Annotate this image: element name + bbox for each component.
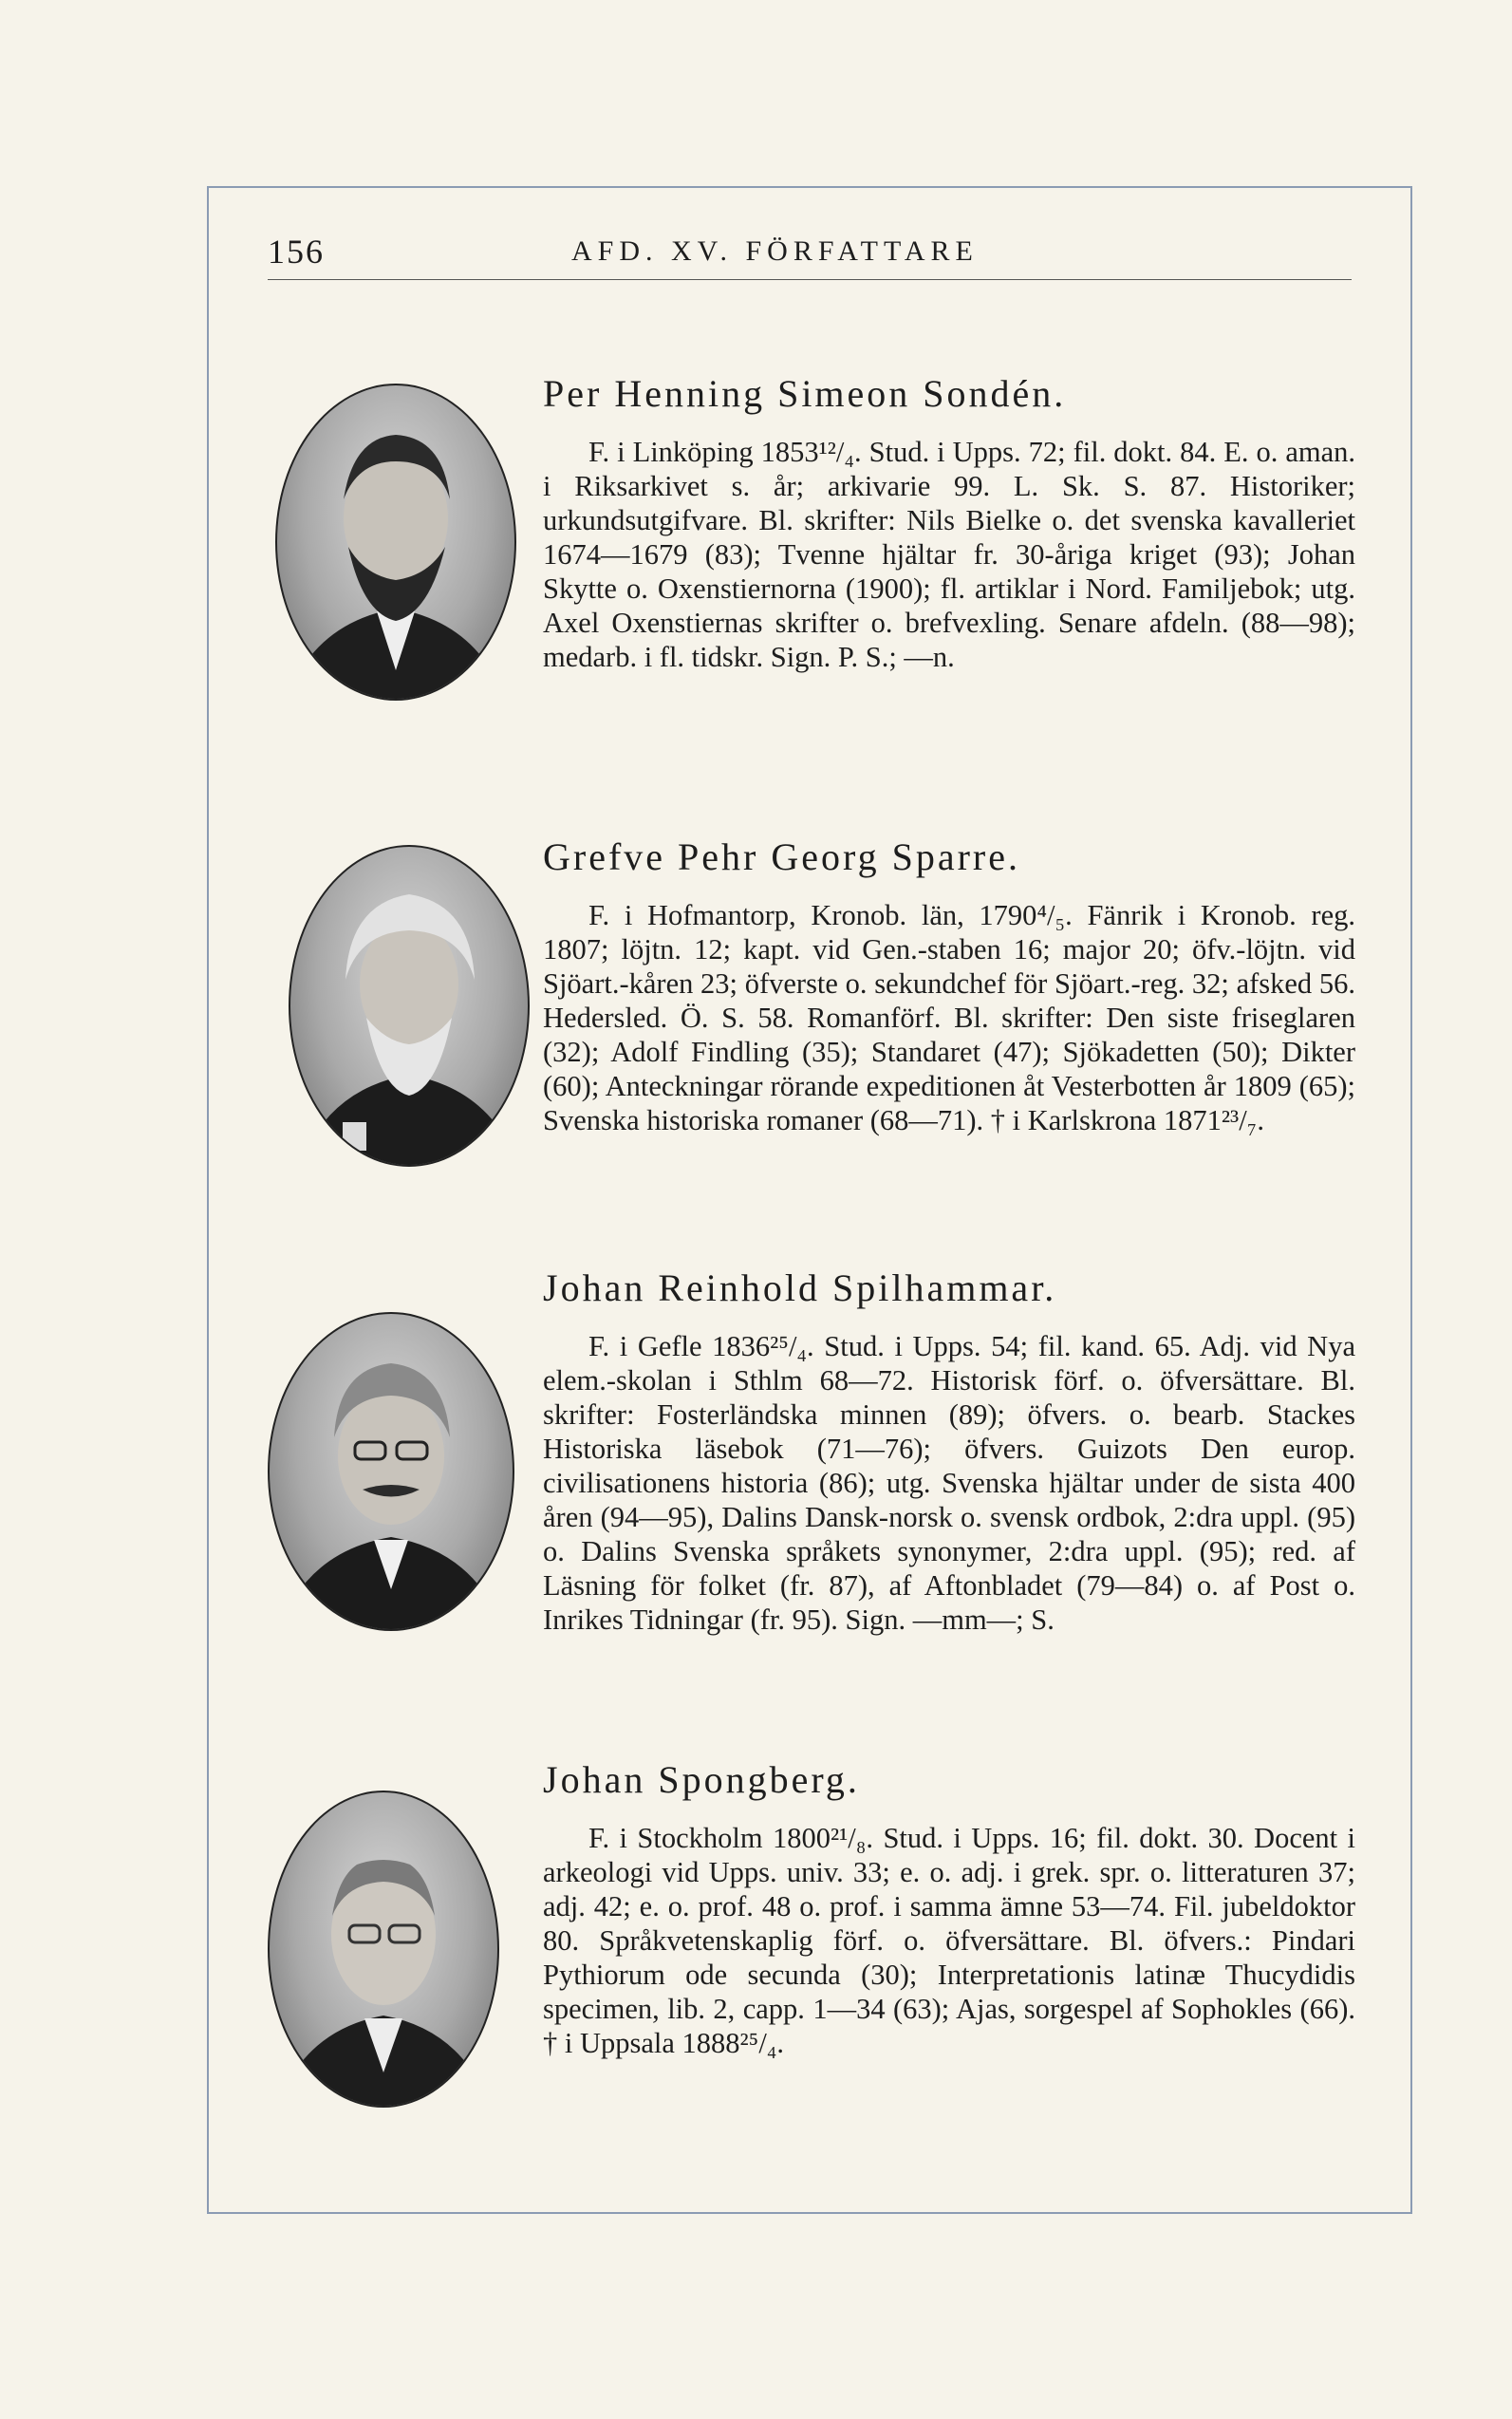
running-title: AFD. XV. FÖRFATTARE <box>571 235 979 267</box>
author-name: Per Henning Simeon Sondén. <box>543 372 1067 415</box>
portrait-photo <box>268 1312 514 1631</box>
entry-text <box>543 834 1355 1137</box>
author-biography: F. i Gefle 1836²⁵/₄. Stud. i Upps. 54; fil. kand. 65. Adj. vid Nya elem.-skolan i Sthlm 68—72. Historisk förf. o. öfversättare. Bl. skrifter: Fosterländska minnen (89); öfvers. o. bearb. Stackes Historiska läsebok (71—76); öfvers. Guizots Den europ. civilisationens historia (86); utg. Svenska hjältar under de sista 400 åren (94—95), Dalins Dansk-norsk o. svensk ordbok, 2:dra uppl. (95) o. Dalins Svenska språkets synonymer, 2:dra uppl. (95); red. af Läsning för folket (fr. 87), af Aftonbladet (79—84) o. af Post o. Inrikes Tidningar (fr. 95). Sign. —mm—; S. <box>543 1330 1355 1636</box>
entry-text <box>543 370 1355 674</box>
entry-text <box>543 1756 1355 2060</box>
author-biography: F. i Stockholm 1800²¹/₈. Stud. i Upps. 16; fil. dokt. 30. Docent i arkeologi vid Upps. univ. 33; e. o. adj. i grek. spr. o. litteraturen 37; adj. 42; e. o. prof. 48 o. prof. i samma ämne 53—74. Fil. jubeldoktor 80. Språkvetenskaplig förf. o. öfversättare. Bl. öfvers.: Pindari Pythiorum ode secunda (30); Interpretationis latinæ Thucydidis specimen, lib. 2, capp. 1—34 (63); Ajas, sorgespel af Sophokles (66). † i Uppsala 1888²⁵/₄. <box>543 1822 1355 2059</box>
author-entry <box>268 834 1355 1213</box>
author-entry <box>268 370 1355 731</box>
author-name: Johan Spongberg. <box>543 1758 860 1801</box>
author-biography: F. i Hofmantorp, Kronob. län, 1790⁴/₅. Fänrik i Kronob. reg. 1807; löjtn. 12; kapt. vid Gen.-staben 16; major 20; öfv.-löjtn. vid Sjöart.-kåren 23; öfverste o. sekundchef för Sjöart.-reg. 32; afsked 56. Hedersled. Ö. S. 58. Romanförf. Bl. skrifter: Den siste friseglaren (32); Adolf Findling (35); Standaret (47); Sjökadetten (50); Dikter (60); Anteckningar rörande expeditionen åt Vesterbotten år 1809 (65); Svenska historiska romaner (68—71). † i Karlskrona 1871²³/₇. <box>543 899 1355 1136</box>
portrait-photo <box>275 384 516 701</box>
author-name: Grefve Pehr Georg Sparre. <box>543 835 1020 878</box>
portrait-photo <box>289 845 530 1167</box>
author-entry <box>268 1265 1355 1720</box>
page-number: 156 <box>268 233 325 271</box>
author-entry <box>268 1756 1355 2155</box>
author-biography: F. i Linköping 1853¹²/₄. Stud. i Upps. 72; fil. dokt. 84. E. o. aman. i Riksarkivet s. år; arkivarie 99. L. Sk. S. 87. Historiker; urkundsutgifvare. Bl. skrifter: Nils Bielke o. det svenska kavalleriet 1674—1679 (83); Tvenne hjältar fr. 30-åriga kriget (93); Johan Skytte o. Oxenstiernorna (1900); fl. artiklar i Nord. Familjebok; utg. Axel Oxenstiernas skrifter o. brefvexling. Senare afdeln. (88—98); medarb. i fl. tidskr. Sign. P. S.; —n. <box>543 436 1355 673</box>
portrait-photo <box>268 1791 499 2108</box>
author-name: Johan Reinhold Spilhammar. <box>543 1266 1057 1309</box>
entry-text <box>543 1265 1355 1637</box>
page-header <box>268 230 1352 280</box>
